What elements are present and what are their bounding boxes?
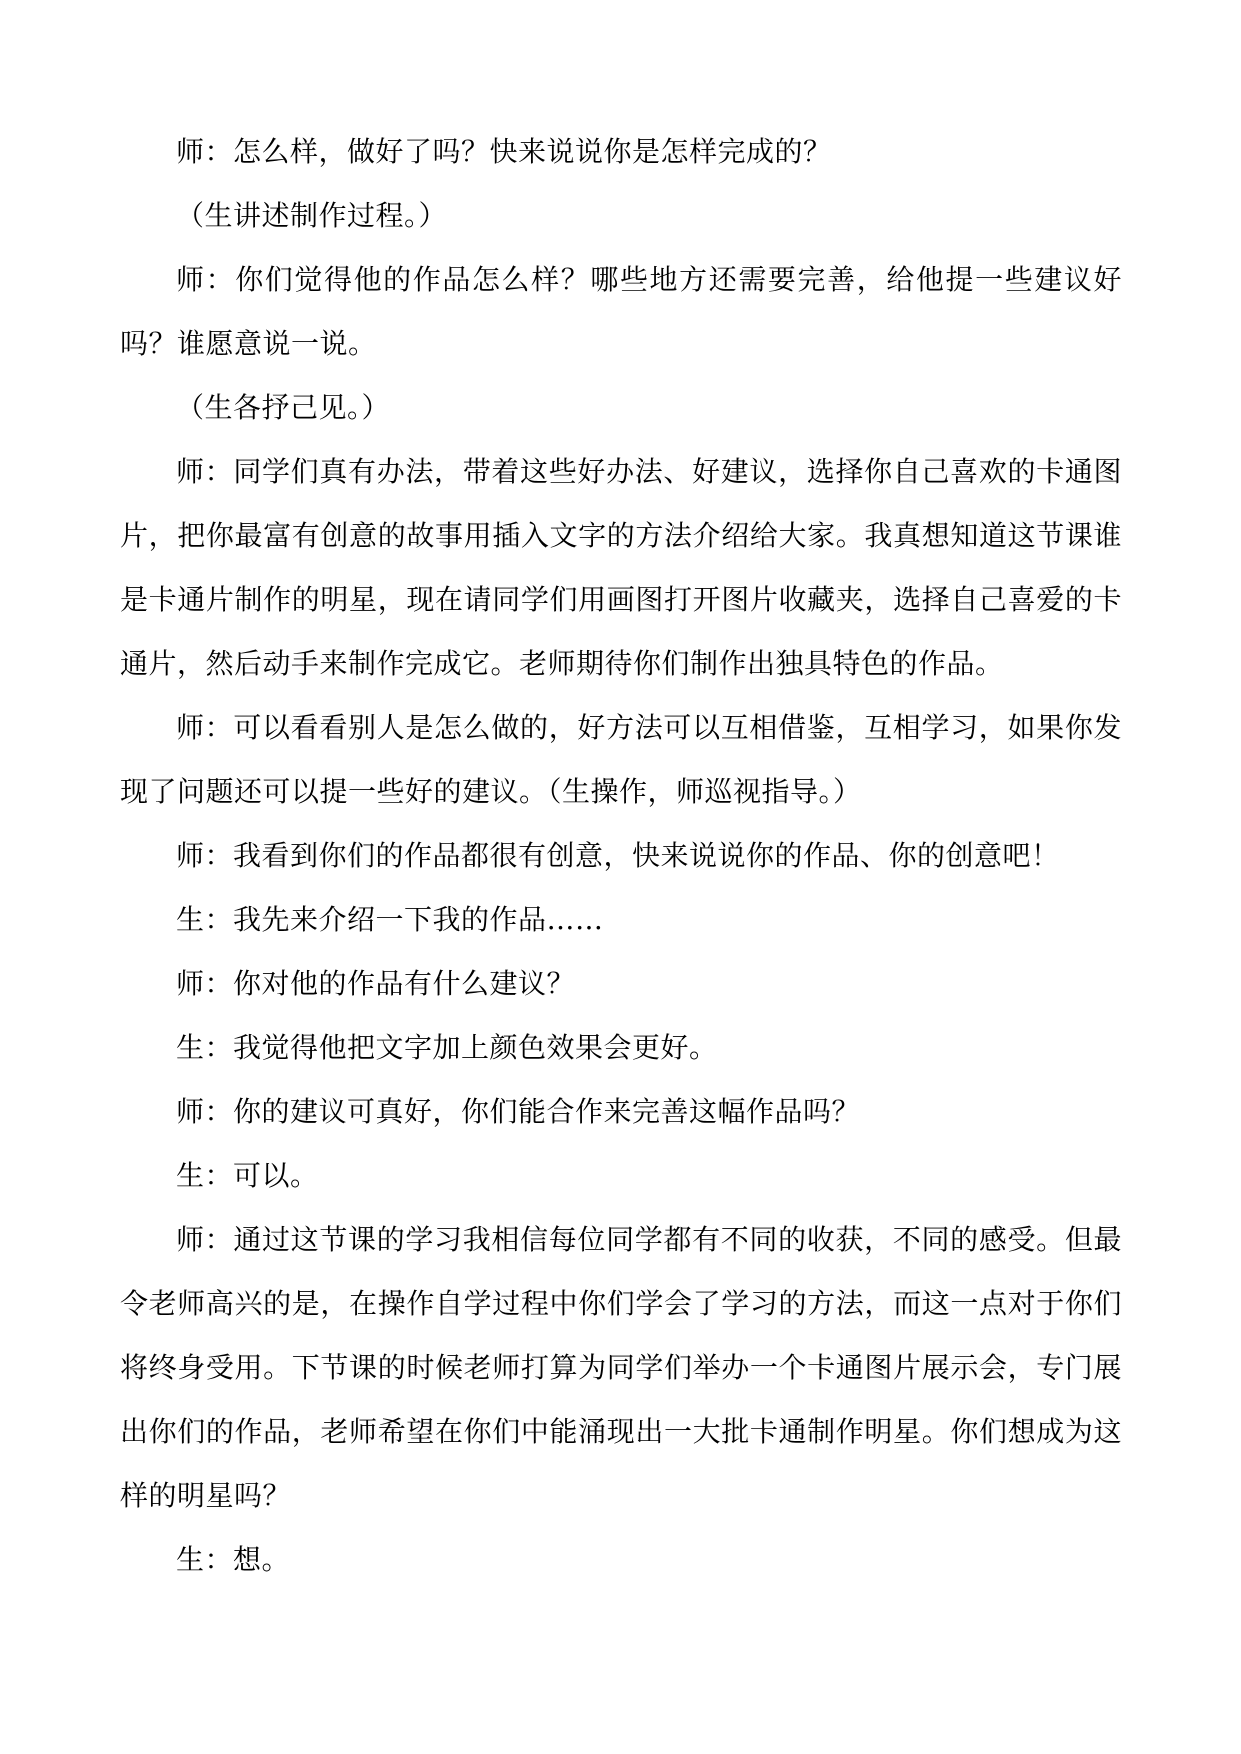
paragraph-teacher-ask: 师：你对他的作品有什么建议？ bbox=[176, 967, 576, 1000]
paragraph-student-suggestion: 生：我觉得他把文字加上颜色效果会更好。 bbox=[176, 1031, 718, 1064]
paragraph-student-intro: 生：我先来介绍一下我的作品…… bbox=[176, 903, 604, 936]
paragraph-teacher-praise: 师：我看到你们的作品都很有创意，快来说说你的作品、你的创意吧！ bbox=[176, 839, 1060, 872]
paragraph-student-opinions: （生各抒己见。） bbox=[176, 391, 391, 424]
document-page bbox=[120, 120, 1122, 1680]
paragraph-teacher-feedback: 师：你们觉得他的作品怎么样？哪些地方还需要完善，给他提一些建议好吗？谁愿意说一说。 bbox=[120, 263, 1122, 360]
paragraph-teacher-guidance: 师：可以看看别人是怎么做的，好方法可以互相借鉴，互相学习，如果你发现了问题还可以提一些好的建议。（生操作，师巡视指导。） bbox=[120, 711, 1122, 808]
paragraph-student-agree: 生：可以。 bbox=[176, 1159, 319, 1192]
paragraph-student-action: （生讲述制作过程。） bbox=[176, 199, 448, 232]
paragraph-teacher-summary: 师：通过这节课的学习我相信每位同学都有不同的收获，不同的感受。但最令老师高兴的是，在操作自学过程中你们学会了学习的方法，而这一点对于你们将终身受用。下节课的时候老师打算为同学们举办一个卡通图片展示会，专门展出你们的作品，老师希望在你们中能涌现出一大批卡通制作明星。你们想成为这样的明星吗？ bbox=[120, 1223, 1122, 1512]
paragraph-student-answer: 生：想。 bbox=[176, 1543, 291, 1576]
paragraph-teacher-encourage: 师：你的建议可真好，你们能合作来完善这幅作品吗？ bbox=[176, 1095, 861, 1128]
paragraph-teacher-task: 师：同学们真有办法，带着这些好办法、好建议，选择你自己喜欢的卡通图片，把你最富有创意的故事用插入文字的方法介绍给大家。我真想知道这节课谁是卡通片制作的明星，现在请同学们用画图打开图片收藏夹，选择自己喜爱的卡通片，然后动手来制作完成它。老师期待你们制作出独具特色的作品。 bbox=[120, 455, 1122, 680]
paragraph-teacher-question: 师：怎么样，做好了吗？快来说说你是怎样完成的？ bbox=[176, 135, 832, 168]
